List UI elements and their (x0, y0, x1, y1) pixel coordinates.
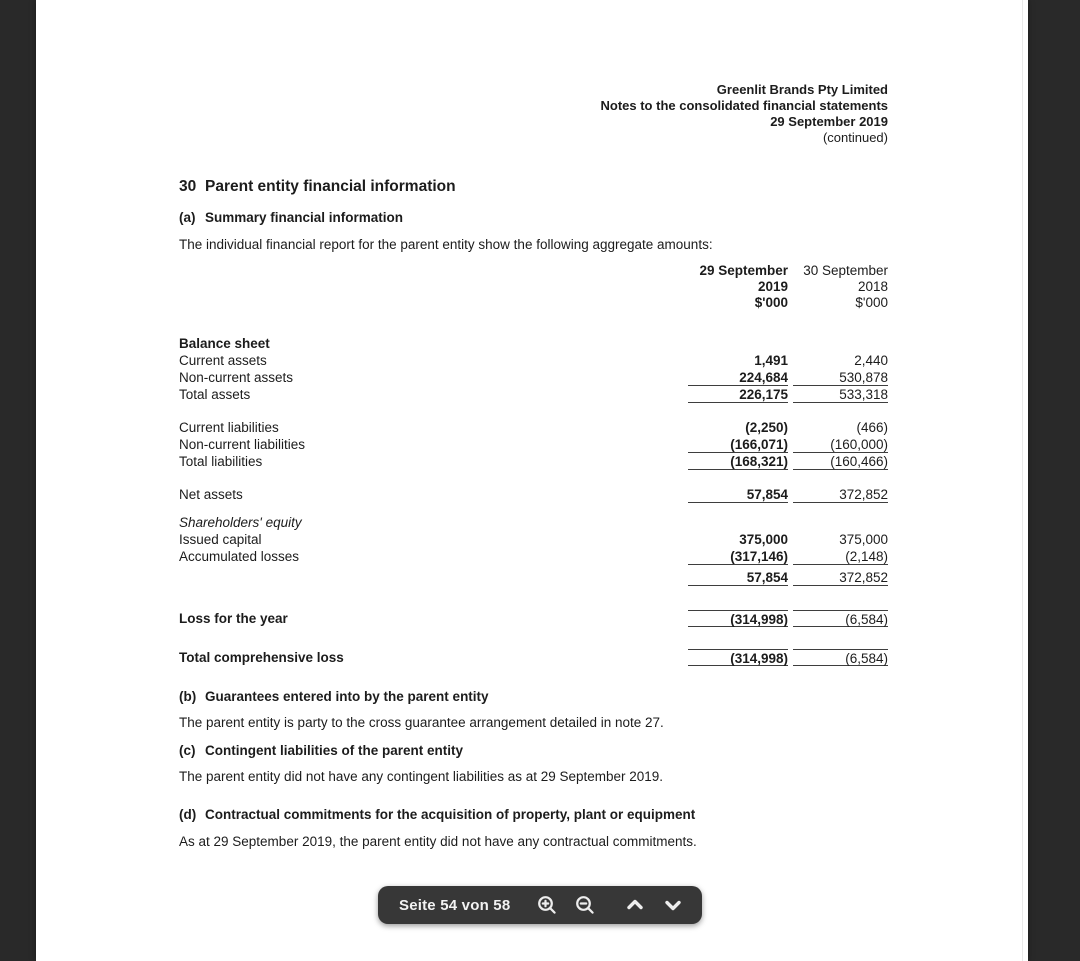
value-2018: 375,000 (839, 532, 888, 547)
subsection-d-body: As at 29 September 2019, the parent entity did not have any contractual commitments. (179, 834, 697, 849)
value-2018: 2,440 (854, 353, 888, 368)
row-label: Total comprehensive loss (179, 650, 344, 665)
value-2018: (160,000) (793, 436, 888, 453)
value-2019: 57,854 (688, 569, 788, 586)
page-up-button[interactable] (622, 892, 648, 918)
value-2019: (314,998) (688, 649, 788, 666)
table-row (179, 610, 888, 627)
row-label: Non-current assets (179, 370, 294, 385)
table-header-col-2018 (793, 263, 888, 311)
row-label: Total assets (179, 387, 251, 402)
report-date: 29 September 2019 (770, 114, 888, 129)
chevron-up-icon (623, 893, 647, 917)
value-2018: 372,852 (793, 569, 888, 586)
table-section-gap (179, 627, 888, 649)
table-row (179, 569, 888, 586)
value-2018: (2,148) (793, 548, 888, 565)
row-label: Net assets (179, 487, 243, 502)
value-2018 (793, 514, 888, 531)
document-header (601, 82, 889, 146)
subsection-c-body: The parent entity did not have any contingent liabilities as at 29 September 2019. (179, 769, 664, 784)
value-2018 (793, 335, 888, 352)
value-2019: (314,998) (688, 610, 788, 627)
continued-note: (continued) (822, 130, 888, 145)
table-row (179, 335, 888, 352)
section-number: 30 (179, 178, 197, 195)
table-row (179, 419, 888, 436)
subsection-a-heading (179, 209, 888, 226)
row-label: Total liabilities (179, 454, 263, 469)
table-section-gap (179, 403, 888, 419)
value-2018: (6,584) (793, 610, 888, 627)
scrollbar-track[interactable] (1022, 0, 1023, 961)
row-label: Current assets (179, 353, 267, 368)
col2-header-unit: $'000 (855, 295, 888, 310)
subsection-b-body: The parent entity is party to the cross guarantee arrangement detailed in note 27. (179, 715, 664, 730)
subsection-b-title: Guarantees entered into by the parent entity (205, 689, 489, 704)
subsection-d-title: Contractual commitments for the acquisition of property, plant or equipment (205, 807, 696, 822)
table-row (179, 352, 888, 369)
row-label: Current liabilities (179, 420, 279, 435)
document-page (36, 0, 1028, 961)
subsection-c-heading (179, 742, 888, 759)
value-2019: (168,321) (688, 453, 788, 470)
col1-header-unit: $'000 (754, 295, 788, 310)
subsection-d-heading (179, 806, 888, 823)
zoom-in-button[interactable] (534, 892, 560, 918)
value-2019: 375,000 (739, 532, 788, 547)
value-2019 (688, 514, 788, 531)
value-2019: (317,146) (688, 548, 788, 565)
subsection-c-label: (c) (179, 743, 196, 758)
value-2019: 226,175 (688, 386, 788, 403)
section-heading (179, 178, 888, 196)
value-2018: (160,466) (793, 453, 888, 470)
table-row (179, 531, 888, 548)
col1-header-date: 29 September (699, 263, 788, 278)
table-header-col-2019 (668, 263, 788, 311)
value-2018: 372,852 (793, 486, 888, 503)
table-row (179, 649, 888, 666)
row-label: Balance sheet (179, 336, 270, 351)
row-label: Accumulated losses (179, 549, 300, 564)
value-2019: (2,250) (745, 420, 788, 435)
value-2018: (466) (856, 420, 888, 435)
table-row (179, 436, 888, 453)
table-row (179, 514, 888, 531)
subsection-b-heading (179, 688, 888, 705)
value-2019: 224,684 (688, 369, 788, 386)
table-section-gap (179, 503, 888, 514)
zoom-out-button[interactable] (572, 892, 598, 918)
subsection-c-title: Contingent liabilities of the parent entity (205, 743, 464, 758)
row-label: Issued capital (179, 532, 262, 547)
table-row (179, 486, 888, 503)
document-content (179, 176, 888, 850)
col2-header-year: 2018 (857, 279, 888, 294)
document-subtitle: Notes to the consolidated financial statements (600, 98, 888, 113)
row-label: Loss for the year (179, 611, 288, 626)
subsection-a-intro: The individual financial report for the parent entity show the following aggregate amounts: (179, 237, 713, 252)
subsection-d-label: (d) (179, 807, 197, 822)
zoom-in-icon (535, 893, 559, 917)
table-row (179, 548, 888, 565)
subsection-b-label: (b) (179, 689, 197, 704)
value-2018: 533,318 (793, 386, 888, 403)
row-label: Shareholders' equity (179, 515, 302, 530)
value-2019 (688, 335, 788, 352)
table-row (179, 369, 888, 386)
row-label: Non-current liabilities (179, 437, 306, 452)
zoom-out-icon (573, 893, 597, 917)
chevron-down-icon (661, 893, 685, 917)
section-title: Parent entity financial information (205, 178, 456, 195)
row-label (179, 569, 688, 586)
col1-header-year: 2019 (757, 279, 788, 294)
summary-table (179, 335, 888, 666)
value-2018: (6,584) (793, 649, 888, 666)
subsection-a-title: Summary financial information (205, 210, 404, 225)
table-section-gap (179, 586, 888, 610)
page-down-button[interactable] (660, 892, 686, 918)
page-indicator: Seite 54 von 58 (399, 896, 511, 914)
subsection-a-label: (a) (179, 210, 196, 225)
table-section-gap (179, 470, 888, 486)
table-row (179, 386, 888, 403)
company-name: Greenlit Brands Pty Limited (716, 82, 888, 97)
value-2019: (166,071) (688, 436, 788, 453)
table-row (179, 453, 888, 470)
value-2019: 1,491 (754, 353, 788, 368)
page-toolbar (378, 886, 702, 924)
value-2018: 530,878 (793, 369, 888, 386)
table-header (179, 263, 888, 311)
value-2019: 57,854 (688, 486, 788, 503)
col2-header-date: 30 September (803, 263, 888, 278)
